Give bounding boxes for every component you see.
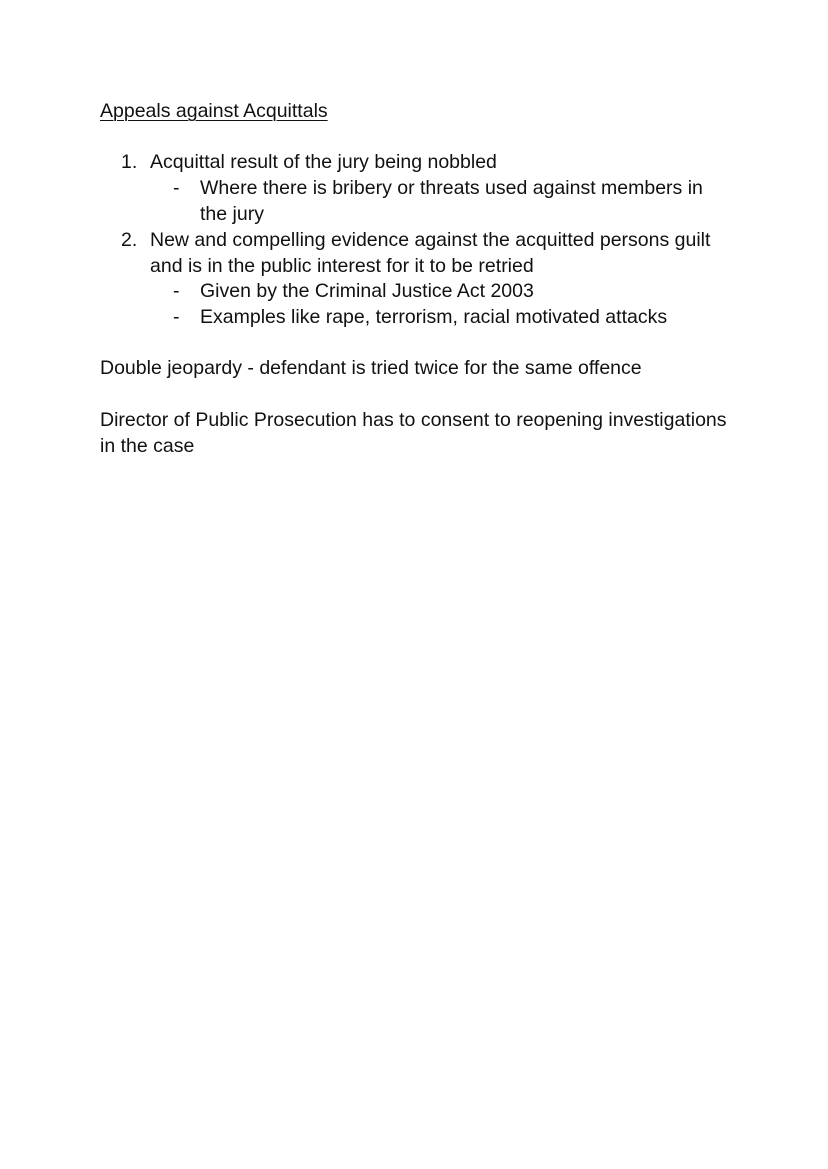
page-title: Appeals against Acquittals bbox=[100, 100, 328, 122]
paragraph-text: in the case bbox=[100, 435, 195, 457]
bullet-marker: - bbox=[173, 280, 180, 302]
list-item-text: New and compelling evidence against the acquitted persons guilt bbox=[150, 229, 711, 251]
sub-item-text: Where there is bribery or threats used against members in bbox=[200, 177, 703, 199]
bullet-marker: - bbox=[173, 177, 180, 199]
paragraph-text: Double jeopardy - defendant is tried twice for the same offence bbox=[100, 357, 642, 379]
sub-item-text: Given by the Criminal Justice Act 2003 bbox=[200, 280, 534, 302]
paragraph-text: Director of Public Prosecution has to consent to reopening investigations bbox=[100, 409, 727, 431]
list-item-text: and is in the public interest for it to be retried bbox=[150, 255, 534, 277]
list-marker: 2. bbox=[121, 229, 138, 251]
sub-item-text: Examples like rape, terrorism, racial motivated attacks bbox=[200, 306, 668, 328]
list-item-text: Acquittal result of the jury being nobbled bbox=[150, 151, 497, 173]
sub-item-text: the jury bbox=[200, 203, 264, 225]
list-marker: 1. bbox=[121, 151, 138, 173]
bullet-marker: - bbox=[173, 306, 180, 328]
